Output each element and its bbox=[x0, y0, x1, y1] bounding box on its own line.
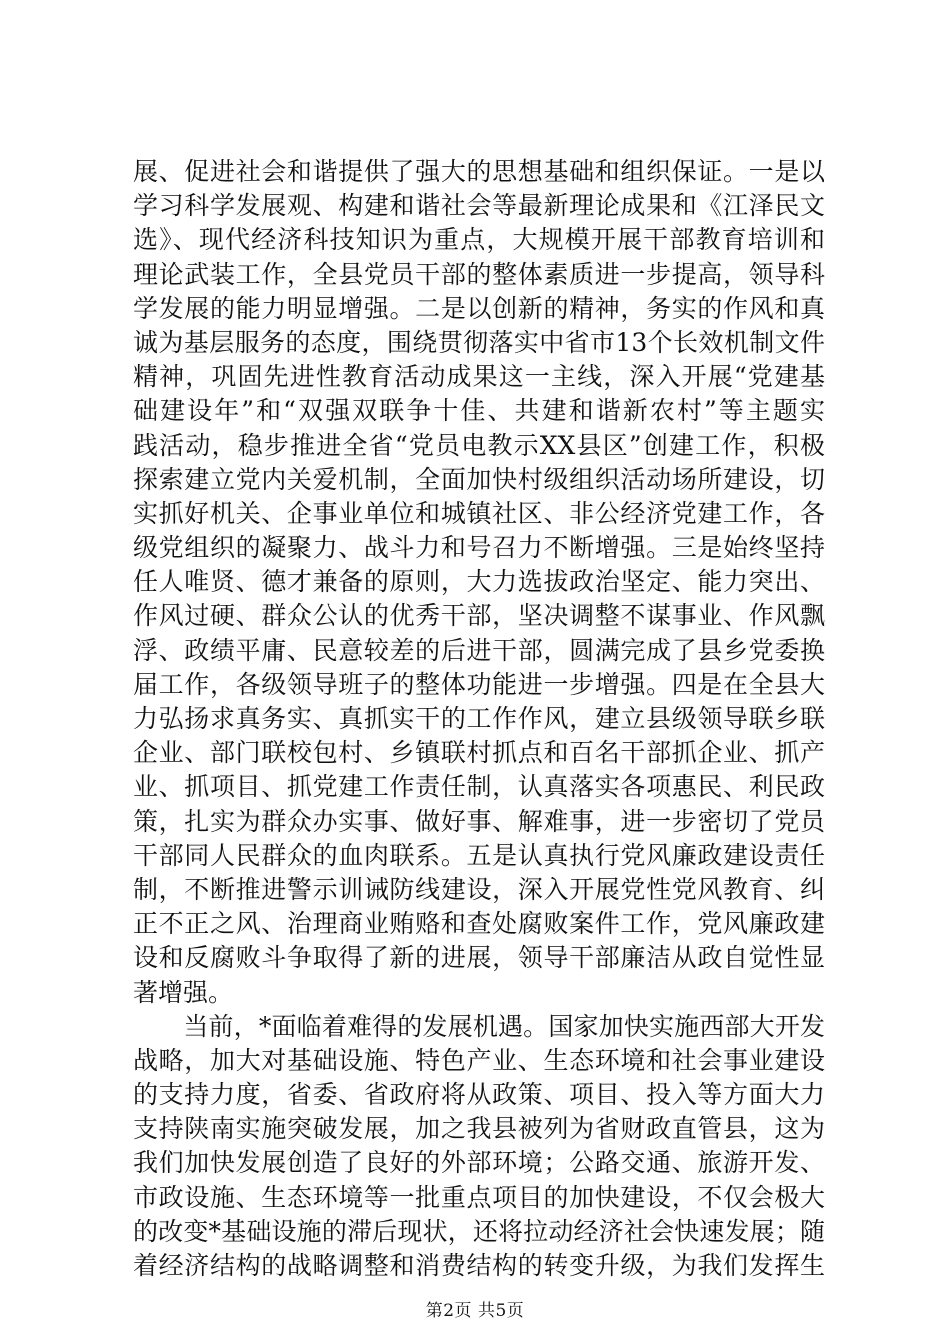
text-line: 支持陕南实施突破发展，加之我县被列为省财政直管县，这为 bbox=[133, 1114, 825, 1144]
text-line: 探索建立党内关爱机制，全面加快村级组织活动场所建设，切 bbox=[133, 464, 825, 494]
text-line: 级党组织的凝聚力、战斗力和号召力不断增强。三是始终坚持 bbox=[133, 533, 825, 563]
text-line: 学发展的能力明显增强。二是以创新的精神，务实的作风和真 bbox=[133, 293, 825, 323]
text-line: 的支持力度，省委、省政府将从政策、项目、投入等方面大力 bbox=[133, 1080, 825, 1110]
text-line: 市政设施、生态环境等一批重点项目的加快建设，不仅会极大 bbox=[133, 1182, 825, 1212]
text-line: 企业、部门联校包村、乡镇联村抓点和百名干部抓企业、抓产 bbox=[133, 738, 825, 768]
text-line: 学习科学发展观、构建和谐社会等最新理论成果和《江泽民文 bbox=[133, 191, 825, 221]
text-line: 展、促进社会和谐提供了强大的思想基础和组织保证。一是以 bbox=[133, 157, 825, 186]
text-line: 设和反腐败斗争取得了新的进展，领导干部廉洁从政自觉性显 bbox=[133, 943, 825, 973]
paragraph-end-line: 著增强。 bbox=[133, 977, 234, 1007]
text-line: 业、抓项目、抓党建工作责任制，认真落实各项惠民、利民政 bbox=[133, 772, 825, 802]
text-line: 制，不断推进警示训诫防线建设，深入开展党性党风教育、纠 bbox=[133, 874, 825, 904]
text-line: 届工作，各级领导班子的整体功能进一步增强。四是在全县大 bbox=[133, 669, 825, 699]
text-line: 础建设年”和“双强双联争十佳、共建和谐新农村”等主题实 bbox=[133, 396, 825, 426]
text-line: 我们加快发展创造了良好的外部环境；公路交通、旅游开发、 bbox=[133, 1148, 825, 1178]
page-number: 第2页 共5页 bbox=[425, 1301, 525, 1321]
text-line: 理论武装工作，全县党员干部的整体素质进一步提高，领导科 bbox=[133, 259, 825, 289]
text-line: 作风过硬、群众公认的优秀干部，坚决调整不谋事业、作风飘 bbox=[133, 601, 825, 631]
text-line: 任人唯贤、德才兼备的原则，大力选拔政治坚定、能力突出、 bbox=[133, 567, 825, 597]
text-line: 浮、政绩平庸、民意较差的后进干部，圆满完成了县乡党委换 bbox=[133, 635, 825, 665]
text-line: 精神，巩固先进性教育活动成果这一主线，深入开展“党建基 bbox=[133, 362, 825, 392]
text-line: 战略，加大对基础设施、特色产业、生态环境和社会事业建设 bbox=[133, 1045, 825, 1075]
paragraph-start-line: 当前，*面临着难得的发展机遇。国家加快实施西部大开发 bbox=[133, 1011, 825, 1041]
text-line: 着经济结构的战略调整和消费结构的转变升级，为我们发挥生 bbox=[133, 1251, 825, 1280]
text-line: 实抓好机关、企事业单位和城镇社区、非公经济党建工作，各 bbox=[133, 498, 825, 528]
text-line: 干部同人民群众的血肉联系。五是认真执行党风廉政建设责任 bbox=[133, 840, 825, 870]
text-line: 的改变*基础设施的滞后现状，还将拉动经济社会快速发展；随 bbox=[133, 1216, 825, 1246]
text-line: 策，扎实为群众办实事、做好事、解难事，进一步密切了党员 bbox=[133, 806, 825, 836]
text-line: 践活动，稳步推进全省“党员电教示XX县区”创建工作，积极 bbox=[133, 430, 825, 460]
document-body bbox=[133, 155, 825, 1283]
text-line: 力弘扬求真务实、真抓实干的工作作风，建立县级领导联乡联 bbox=[133, 704, 825, 733]
text-line: 选》、现代经济科技知识为重点，大规模开展干部教育培训和 bbox=[133, 225, 825, 255]
text-line: 正不正之风、治理商业贿赂和查处腐败案件工作，党风廉政建 bbox=[133, 909, 825, 939]
text-line: 诚为基层服务的态度，围绕贯彻落实中省市13个长效机制文件 bbox=[133, 327, 825, 357]
